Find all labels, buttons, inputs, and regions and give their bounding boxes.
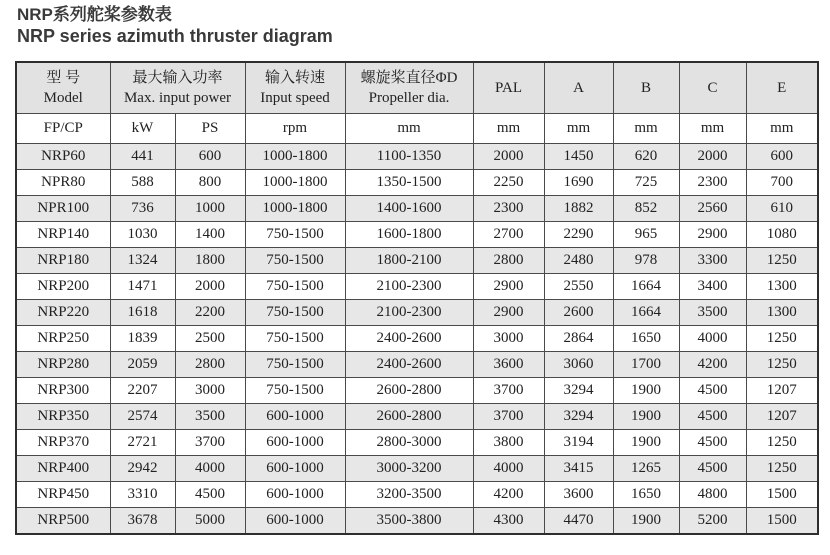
value-cell: 1300 xyxy=(746,300,818,326)
value-cell: 1664 xyxy=(613,274,679,300)
value-cell: 1030 xyxy=(110,222,175,248)
table-row xyxy=(16,222,818,248)
value-cell: 2000 xyxy=(175,274,245,300)
value-cell: 1450 xyxy=(544,144,613,170)
table-row xyxy=(16,248,818,274)
model-cell: NRP500 xyxy=(16,508,110,534)
units-cell-pal: mm xyxy=(473,114,544,144)
value-cell: 3500-3800 xyxy=(345,508,473,534)
value-cell: 2100-2300 xyxy=(345,274,473,300)
table-header xyxy=(16,62,818,144)
table-row xyxy=(16,482,818,508)
header-input-speed-zh: 输入转速 xyxy=(265,69,326,86)
header-a: A xyxy=(544,62,613,114)
value-cell: 1882 xyxy=(544,196,613,222)
value-cell: 5000 xyxy=(175,508,245,534)
value-cell: 600-1000 xyxy=(245,456,345,482)
value-cell: 441 xyxy=(110,144,175,170)
value-cell: 2900 xyxy=(679,222,746,248)
value-cell: 4300 xyxy=(473,508,544,534)
value-cell: 1250 xyxy=(746,352,818,378)
value-cell: 4500 xyxy=(679,404,746,430)
value-cell: 2800-3000 xyxy=(345,430,473,456)
header-model-en: Model xyxy=(43,90,83,106)
value-cell: 600 xyxy=(746,144,818,170)
value-cell: 1080 xyxy=(746,222,818,248)
table-row xyxy=(16,404,818,430)
value-cell: 3000 xyxy=(175,378,245,404)
value-cell: 1600-1800 xyxy=(345,222,473,248)
model-cell: NPR80 xyxy=(16,170,110,196)
units-cell-propeller: mm xyxy=(345,114,473,144)
header-model xyxy=(16,62,110,114)
value-cell: 1471 xyxy=(110,274,175,300)
value-cell: 3310 xyxy=(110,482,175,508)
value-cell: 2290 xyxy=(544,222,613,248)
value-cell: 2900 xyxy=(473,300,544,326)
value-cell: 1800 xyxy=(175,248,245,274)
value-cell: 2560 xyxy=(679,196,746,222)
header-max-input-power-zh: 最大输入功率 xyxy=(132,69,223,86)
value-cell: 3800 xyxy=(473,430,544,456)
value-cell: 750-1500 xyxy=(245,300,345,326)
value-cell: 2207 xyxy=(110,378,175,404)
value-cell: 4500 xyxy=(679,378,746,404)
value-cell: 3678 xyxy=(110,508,175,534)
value-cell: 1207 xyxy=(746,404,818,430)
value-cell: 4500 xyxy=(175,482,245,508)
units-cell-c: mm xyxy=(679,114,746,144)
header-e: E xyxy=(746,62,818,114)
value-cell: 1000-1800 xyxy=(245,144,345,170)
value-cell: 750-1500 xyxy=(245,378,345,404)
value-cell: 2574 xyxy=(110,404,175,430)
value-cell: 3400 xyxy=(679,274,746,300)
units-cell-model: FP/CP xyxy=(16,114,110,144)
value-cell: 1700 xyxy=(613,352,679,378)
value-cell: 4000 xyxy=(175,456,245,482)
value-cell: 3700 xyxy=(175,430,245,456)
value-cell: 1000 xyxy=(175,196,245,222)
value-cell: 750-1500 xyxy=(245,222,345,248)
value-cell: 5200 xyxy=(679,508,746,534)
value-cell: 3060 xyxy=(544,352,613,378)
model-cell: NRP370 xyxy=(16,430,110,456)
value-cell: 2059 xyxy=(110,352,175,378)
table-row xyxy=(16,430,818,456)
value-cell: 4000 xyxy=(473,456,544,482)
model-cell: NRP280 xyxy=(16,352,110,378)
value-cell: 1650 xyxy=(613,326,679,352)
value-cell: 2864 xyxy=(544,326,613,352)
table-row xyxy=(16,326,818,352)
model-cell: NRP140 xyxy=(16,222,110,248)
value-cell: 620 xyxy=(613,144,679,170)
value-cell: 600-1000 xyxy=(245,508,345,534)
value-cell: 4500 xyxy=(679,430,746,456)
value-cell: 1664 xyxy=(613,300,679,326)
value-cell: 2400-2600 xyxy=(345,352,473,378)
value-cell: 2400-2600 xyxy=(345,326,473,352)
value-cell: 3415 xyxy=(544,456,613,482)
value-cell: 2250 xyxy=(473,170,544,196)
value-cell: 3294 xyxy=(544,378,613,404)
model-cell: NRP250 xyxy=(16,326,110,352)
value-cell: 700 xyxy=(746,170,818,196)
value-cell: 750-1500 xyxy=(245,326,345,352)
units-cell-rpm: rpm xyxy=(245,114,345,144)
value-cell: 4800 xyxy=(679,482,746,508)
value-cell: 2500 xyxy=(175,326,245,352)
value-cell: 1900 xyxy=(613,404,679,430)
value-cell: 600-1000 xyxy=(245,482,345,508)
model-cell: NRP200 xyxy=(16,274,110,300)
model-cell: NPR100 xyxy=(16,196,110,222)
model-cell: NRP300 xyxy=(16,378,110,404)
value-cell: 3300 xyxy=(679,248,746,274)
value-cell: 852 xyxy=(613,196,679,222)
value-cell: 1250 xyxy=(746,248,818,274)
table-body xyxy=(16,144,818,534)
value-cell: 4500 xyxy=(679,456,746,482)
model-cell: NRP220 xyxy=(16,300,110,326)
value-cell: 1400-1600 xyxy=(345,196,473,222)
value-cell: 1300 xyxy=(746,274,818,300)
value-cell: 2550 xyxy=(544,274,613,300)
value-cell: 2300 xyxy=(679,170,746,196)
value-cell: 1100-1350 xyxy=(345,144,473,170)
value-cell: 1000-1800 xyxy=(245,196,345,222)
value-cell: 3194 xyxy=(544,430,613,456)
table-row xyxy=(16,144,818,170)
units-cell-ps: PS xyxy=(175,114,245,144)
header-input-speed xyxy=(245,62,345,114)
value-cell: 2800 xyxy=(473,248,544,274)
value-cell: 2000 xyxy=(679,144,746,170)
table-row xyxy=(16,170,818,196)
value-cell: 4000 xyxy=(679,326,746,352)
units-cell-a: mm xyxy=(544,114,613,144)
value-cell: 750-1500 xyxy=(245,274,345,300)
value-cell: 800 xyxy=(175,170,245,196)
header-propeller-dia xyxy=(345,62,473,114)
value-cell: 2600-2800 xyxy=(345,378,473,404)
value-cell: 3000 xyxy=(473,326,544,352)
table-row xyxy=(16,196,818,222)
value-cell: 2700 xyxy=(473,222,544,248)
value-cell: 978 xyxy=(613,248,679,274)
page-title-en: NRP series azimuth thruster diagram xyxy=(17,26,333,47)
value-cell: 1900 xyxy=(613,430,679,456)
model-cell: NRP180 xyxy=(16,248,110,274)
model-cell: NRP400 xyxy=(16,456,110,482)
value-cell: 600 xyxy=(175,144,245,170)
value-cell: 3700 xyxy=(473,378,544,404)
table-row xyxy=(16,300,818,326)
model-cell: NRP350 xyxy=(16,404,110,430)
header-row xyxy=(16,62,818,114)
value-cell: 2721 xyxy=(110,430,175,456)
header-b: B xyxy=(613,62,679,114)
value-cell: 4470 xyxy=(544,508,613,534)
value-cell: 2942 xyxy=(110,456,175,482)
value-cell: 750-1500 xyxy=(245,352,345,378)
value-cell: 3500 xyxy=(679,300,746,326)
value-cell: 1900 xyxy=(613,378,679,404)
units-cell-e: mm xyxy=(746,114,818,144)
value-cell: 1690 xyxy=(544,170,613,196)
units-cell-kw: kW xyxy=(110,114,175,144)
value-cell: 2800 xyxy=(175,352,245,378)
header-propeller-dia-en: Propeller dia. xyxy=(368,90,450,106)
value-cell: 600-1000 xyxy=(245,404,345,430)
units-row xyxy=(16,114,818,144)
value-cell: 1900 xyxy=(613,508,679,534)
table-row xyxy=(16,508,818,534)
value-cell: 588 xyxy=(110,170,175,196)
value-cell: 2200 xyxy=(175,300,245,326)
value-cell: 4200 xyxy=(679,352,746,378)
header-propeller-dia-zh: 螺旋桨直径ΦD xyxy=(360,69,458,86)
header-model-zh: 型 号 xyxy=(46,69,81,86)
header-max-input-power xyxy=(110,62,245,114)
value-cell: 750-1500 xyxy=(245,248,345,274)
value-cell: 1839 xyxy=(110,326,175,352)
value-cell: 2900 xyxy=(473,274,544,300)
value-cell: 1400 xyxy=(175,222,245,248)
value-cell: 1500 xyxy=(746,482,818,508)
value-cell: 1250 xyxy=(746,456,818,482)
value-cell: 1250 xyxy=(746,326,818,352)
value-cell: 3294 xyxy=(544,404,613,430)
value-cell: 4200 xyxy=(473,482,544,508)
title-block xyxy=(15,4,817,48)
value-cell: 1324 xyxy=(110,248,175,274)
header-c: C xyxy=(679,62,746,114)
model-cell: NRP60 xyxy=(16,144,110,170)
value-cell: 2600 xyxy=(544,300,613,326)
units-cell-b: mm xyxy=(613,114,679,144)
value-cell: 3500 xyxy=(175,404,245,430)
value-cell: 1250 xyxy=(746,430,818,456)
header-pal: PAL xyxy=(473,62,544,114)
table-row xyxy=(16,378,818,404)
value-cell: 1350-1500 xyxy=(345,170,473,196)
value-cell: 3700 xyxy=(473,404,544,430)
value-cell: 1500 xyxy=(746,508,818,534)
value-cell: 1800-2100 xyxy=(345,248,473,274)
value-cell: 610 xyxy=(746,196,818,222)
page-title-zh: NRP系列舵桨参数表 xyxy=(17,5,172,24)
value-cell: 2100-2300 xyxy=(345,300,473,326)
table-row xyxy=(16,274,818,300)
value-cell: 3600 xyxy=(473,352,544,378)
thruster-parameter-table xyxy=(15,61,819,535)
value-cell: 3600 xyxy=(544,482,613,508)
value-cell: 736 xyxy=(110,196,175,222)
value-cell: 725 xyxy=(613,170,679,196)
header-max-input-power-en: Max. input power xyxy=(123,90,232,106)
value-cell: 1000-1800 xyxy=(245,170,345,196)
value-cell: 2000 xyxy=(473,144,544,170)
value-cell: 2300 xyxy=(473,196,544,222)
value-cell: 2480 xyxy=(544,248,613,274)
model-cell: NRP450 xyxy=(16,482,110,508)
header-input-speed-en: Input speed xyxy=(260,90,330,106)
value-cell: 1650 xyxy=(613,482,679,508)
value-cell: 3000-3200 xyxy=(345,456,473,482)
value-cell: 1207 xyxy=(746,378,818,404)
table-row xyxy=(16,352,818,378)
value-cell: 1618 xyxy=(110,300,175,326)
value-cell: 3200-3500 xyxy=(345,482,473,508)
value-cell: 965 xyxy=(613,222,679,248)
value-cell: 1265 xyxy=(613,456,679,482)
value-cell: 2600-2800 xyxy=(345,404,473,430)
table-row xyxy=(16,456,818,482)
value-cell: 600-1000 xyxy=(245,430,345,456)
